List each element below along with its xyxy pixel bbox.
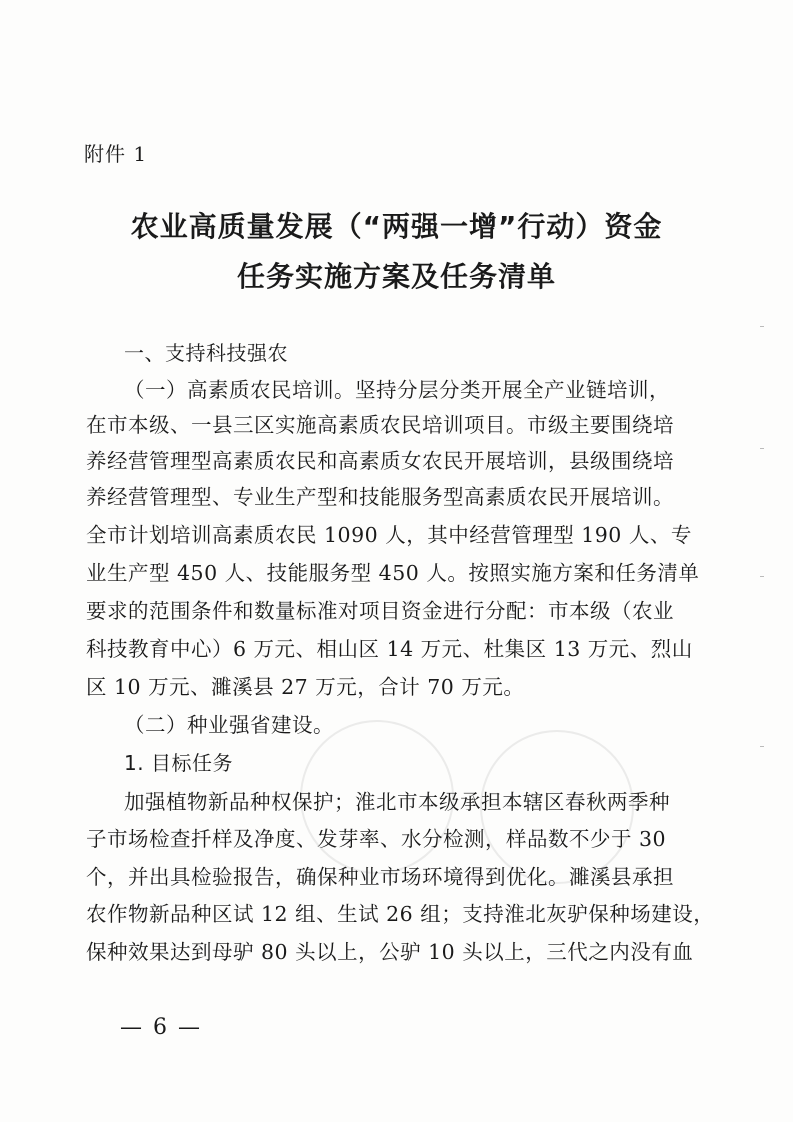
section-1-heading: 一、支持科技强农 <box>124 341 288 365</box>
target-task-heading: 1. 目标任务 <box>124 751 233 775</box>
scan-edge-mark <box>760 448 764 449</box>
paragraph-line: 全市计划培训高素质农民 1090 人，其中经营管理型 190 人、专 <box>86 523 692 547</box>
scan-edge-mark <box>760 326 764 327</box>
paragraph-line: 养经营管理型、专业生产型和技能服务型高素质农民开展培训。 <box>86 485 674 509</box>
paragraph-line: 区 10 万元、濉溪县 27 万元，合计 70 万元。 <box>86 675 525 699</box>
document-title-line-1: 农业高质量发展（“两强一增”行动）资金 <box>130 210 663 243</box>
paragraph-line: （一）高素质农民培训。坚持分层分类开展全产业链培训， <box>124 378 670 402</box>
document-title-line-2: 任务实施方案及任务清单 <box>236 260 556 293</box>
scan-edge-mark <box>760 746 764 747</box>
paragraph-line: 个，并出具检验报告，确保种业市场环境得到优化。濉溪县承担 <box>86 865 674 889</box>
paragraph-line: 科技教育中心）6 万元、相山区 14 万元、杜集区 13 万元、烈山 <box>86 637 693 661</box>
scan-edge-mark <box>760 576 764 577</box>
paragraph-line: 养经营管理型高素质农民和高素质女农民开展培训，县级围绕培 <box>86 449 674 473</box>
paragraph-line: 加强植物新品种权保护；淮北市本级承担本辖区春秋两季种 <box>124 790 670 814</box>
paragraph-line: 要求的范围条件和数量标准对项目资金进行分配：市本级（农业 <box>86 599 674 623</box>
attachment-label: 附件 1 <box>84 142 148 166</box>
paragraph-line: 保种效果达到母驴 80 头以上，公驴 10 头以上，三代之内没有血 <box>86 940 694 964</box>
subsection-2-heading: （二）种业强省建设。 <box>124 713 334 737</box>
paragraph-line: 农作物新品种区试 12 组、生试 26 组；支持淮北灰驴保种场建设， <box>86 902 715 926</box>
paragraph-line: 业生产型 450 人、技能服务型 450 人。按照实施方案和任务清单 <box>86 561 700 585</box>
paragraph-line: 子市场检查扦样及净度、发芽率、水分检测，样品数不少于 30 <box>86 827 667 851</box>
paragraph-line: 在市本级、一县三区实施高素质农民培训项目。市级主要围绕培 <box>86 413 674 437</box>
page-number: — 6 — <box>120 1015 202 1040</box>
